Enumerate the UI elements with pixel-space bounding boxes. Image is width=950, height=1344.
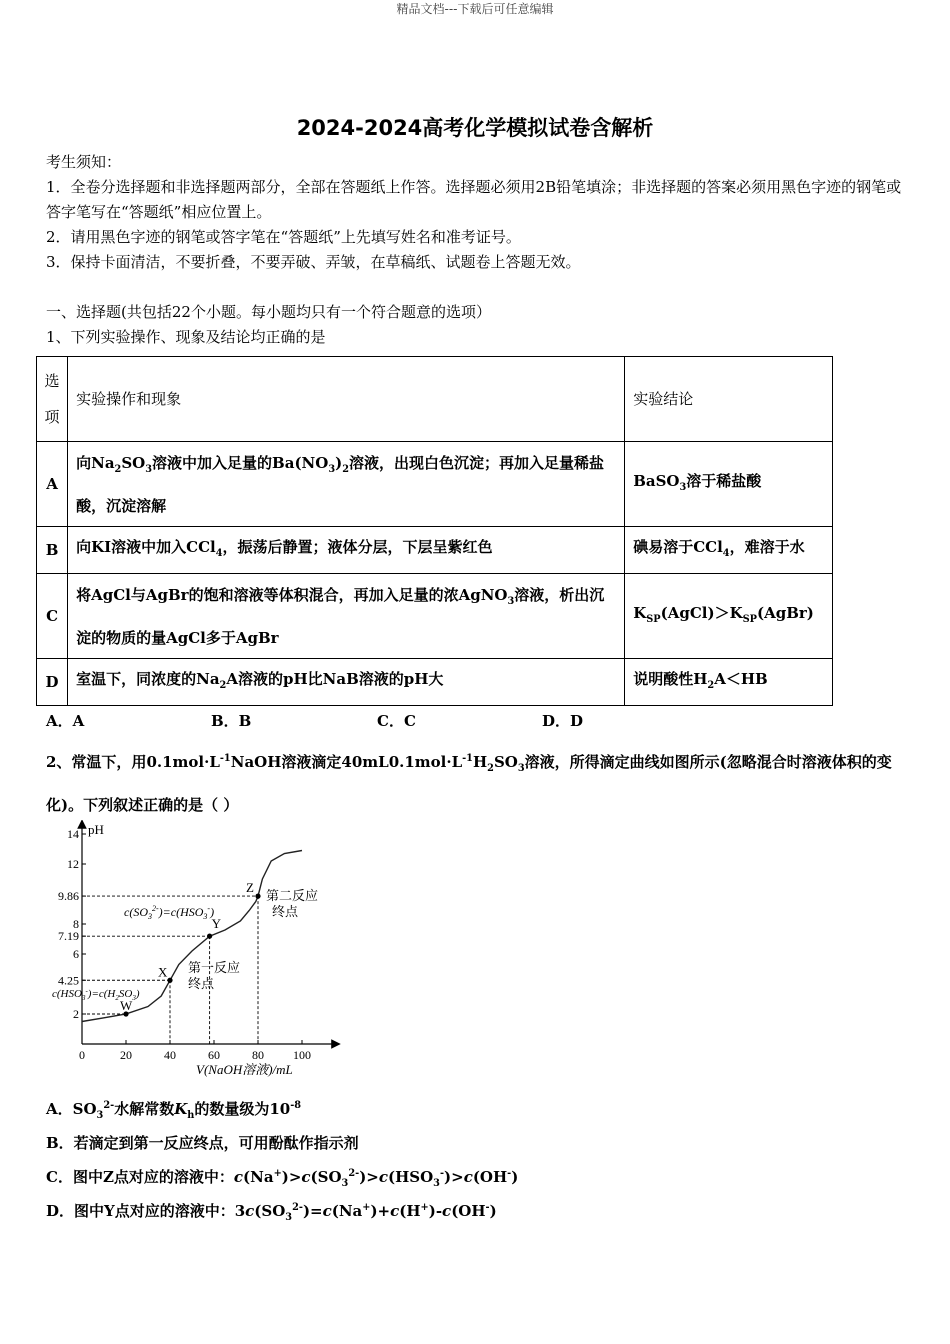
notes-item-1: 1．全卷分选择题和非选择题两部分，全部在答题纸上作答。选择题必须用2B铅笔填涂；非选择题的答案必须用黑色字迹的钢笔或答字笔写在“答题纸”相应位置上。 [46,178,902,221]
x-tick-label: 0 [79,1048,85,1062]
point-marker-z [255,894,260,899]
point-label-w: W [120,998,133,1013]
y-tick-label: 7.19 [58,929,79,944]
first-endpoint-label: 第一反应 [188,960,241,975]
x-tick-label: 100 [293,1048,311,1062]
q2-option-d: D．图中Y点对应的溶液中：$3c(SO_3^{2-})=c(Na^+)+c(H^+)-c(OH^-)$ [46,1202,497,1223]
conclusion-cell: 说明酸性$H_2A<HB$ [625,659,833,706]
operation-header: 实验操作和现象 [68,357,625,442]
y-point-note: $c(SO_3^{2-})=c(HSO_3^-)$ [124,904,215,921]
x-tick-label: 80 [252,1048,264,1062]
operation-cell: 室温下，同浓度的$Na_2A$溶液的pH比NaB溶液的pH大 [68,659,625,706]
x-tick-label: 60 [208,1048,220,1062]
notes-item-2: 2．请用黑色字迹的钢笔或答字笔在“答题纸”上先填写姓名和准考证号。 [46,228,521,246]
second-endpoint-label: 第二反应 [266,888,319,903]
notes-heading: 考生须知： [46,153,122,171]
y-tick-label: 14 [67,827,79,841]
option-cell: B [37,527,68,574]
y-axis-label: pH [88,822,104,837]
second-endpoint-label-2: 终点 [272,904,299,919]
q2-stem: 2、常温下，用$0.1mol\cdot L^{-1}NaOH$溶液滴定$40mL0.1mol\cdot L^{-1}H_2SO_3$溶液，所得滴定曲线如图所示(忽略混合时溶液体积的变化)。下列叙述正确的是（ ） [46,753,892,814]
page-title: 2024-2024高考化学模拟试卷含解析 [296,116,654,140]
first-endpoint-label-2: 终点 [188,976,215,991]
point-marker-y [207,934,212,939]
section-1 [46,300,906,350]
option-header: 选 项 [37,357,68,442]
x-tick-label: 20 [120,1048,132,1062]
q2-option-c: C．图中Z点对应的溶液中：$c(Na^+)>c(SO_3^{2-})>c(HSO_3^-)>c(OH^-)$ [46,1168,519,1189]
q1-stem: 1、下列实验操作、现象及结论均正确的是 [46,328,326,346]
q2-option-a: A．$SO_3^{2-}$水解常数$K_h$的数量级为$10^{-8}$ [46,1100,302,1121]
titration-chart [46,820,346,1086]
q1-choice-b: B．B [211,712,252,730]
page-header: 精品文档---下载后可任意编辑 [396,2,554,16]
x-tick-label: 40 [164,1048,176,1062]
table-row [37,527,833,574]
conclusion-header: 实验结论 [625,357,833,442]
y-tick-label: 12 [67,857,79,871]
point-label-y: Y [211,916,221,932]
q1-choice-c: C．C [377,712,416,730]
q1-choice-d: D．D [542,712,584,730]
point-marker-x [167,978,172,983]
table-row [37,442,833,527]
q1-choice-a: A．A [46,712,85,730]
y-tick-label: 8 [73,917,79,931]
table-header-row [37,357,833,442]
table-row [37,659,833,706]
option-cell: D [37,659,68,706]
table-row [37,574,833,659]
operation-cell: 向KI溶液中加入CCl$_4$，振荡后静置；液体分层，下层呈紫红色 [68,527,625,574]
y-tick-label: 2 [73,1007,79,1021]
conclusion-cell: $K_{SP}(AgCl)>K_{SP}(AgBr)$ [625,574,833,659]
point-label-x: X [158,964,168,980]
x-axis-label: V(NaOH溶液)/mL [196,1062,293,1077]
q2-option-b: B．若滴定到第一反应终点，可用酚酞作指示剂 [46,1134,359,1152]
conclusion-cell: 碘易溶于CCl$_4$，难溶于水 [625,527,833,574]
notes-item-3: 3．保持卡面清洁，不要折叠，不要弄破、弄皱，在草稿纸、试题卷上答题无效。 [46,253,581,271]
w-point-note: $c(HSO_3^-)=c(H_2SO_3)$ [52,987,140,1002]
operation-cell: 将AgCl与AgBr的饱和溶液等体积混合，再加入足量的浓AgNO$_3$溶液，析出沉淀的物质的量AgCl多于AgBr [68,574,625,659]
section-heading: 一、选择题(共包括22个小题。每小题均只有一个符合题意的选项） [46,303,491,321]
y-tick-label: 4.25 [58,973,79,988]
y-tick-label: 6 [73,947,79,961]
point-label-z: Z [246,880,254,896]
q1-choices [46,708,906,732]
option-cell: C [37,574,68,659]
titration-chart-svg [46,820,346,1082]
conclusion-cell: BaSO$_3$溶于稀盐酸 [625,442,833,527]
operation-cell: 向$Na_2SO_3$溶液中加入足量的$Ba(NO_3)_2$溶液，出现白色沉淀；再加入足量稀盐酸，沉淀溶解 [68,442,625,527]
option-cell: A [37,442,68,527]
exam-notes [46,150,906,275]
y-tick-label: 9.86 [58,889,79,904]
q1-table [36,356,833,706]
